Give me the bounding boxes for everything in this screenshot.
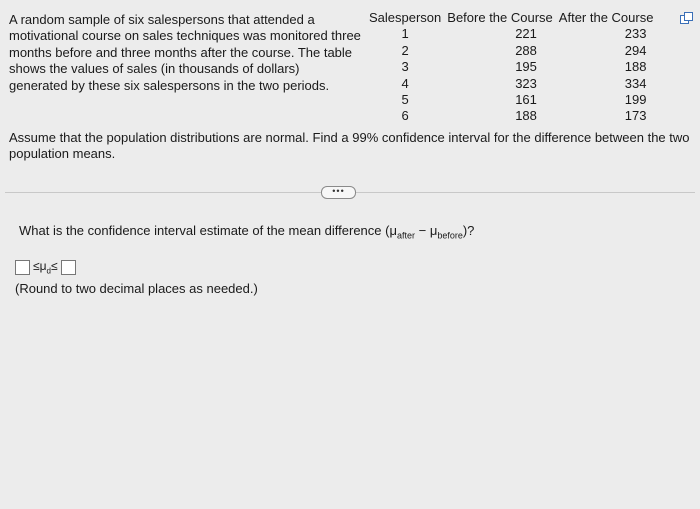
cell-salesperson: 6	[401, 108, 409, 124]
cell-before: 221	[515, 26, 537, 42]
mu-symbol: μ	[389, 223, 397, 238]
mu-symbol: μ	[429, 223, 438, 238]
prompt-text: What is the confidence interval estimate of the mean difference (	[19, 223, 390, 238]
cell-before: 323	[515, 75, 537, 91]
col-header-before: Before the Course	[447, 10, 553, 25]
cell-salesperson: 4	[401, 75, 409, 91]
lower-bound-input[interactable]	[15, 260, 30, 275]
table-row	[366, 108, 656, 124]
interval-inequality: $\le\mu_d\le$	[33, 258, 58, 276]
sales-data-table	[366, 10, 656, 125]
cell-after: 334	[624, 75, 647, 91]
rounding-hint: (Round to two decimal places as needed.)	[15, 281, 258, 296]
table-row	[366, 92, 656, 108]
table-row	[366, 43, 656, 59]
mu-subscript-after: after	[396, 230, 415, 241]
table-header-row	[366, 10, 656, 26]
cell-after: 199	[624, 92, 647, 108]
cell-before: 188	[515, 108, 537, 124]
table-row	[366, 26, 656, 42]
cell-salesperson: 1	[401, 26, 409, 42]
prompt-end: )?	[462, 223, 475, 238]
cell-after: 188	[624, 59, 647, 75]
upper-bound-input[interactable]	[61, 260, 76, 275]
cell-before: 288	[515, 42, 537, 58]
table-row	[366, 76, 656, 92]
cell-after: 173	[624, 108, 647, 124]
answer-prompt	[19, 223, 474, 241]
col-header-salesperson: Salesperson	[369, 10, 442, 25]
cell-salesperson: 3	[401, 59, 409, 75]
col-header-after: After the Course	[558, 10, 654, 25]
problem-question: Assume that the population distributions are normal. Find a 99% confidence interval for the difference between the two population means.	[9, 130, 690, 162]
cell-salesperson: 5	[401, 92, 409, 108]
copy-icon[interactable]	[680, 12, 693, 25]
interval-answer-row	[15, 258, 76, 276]
table-row	[366, 59, 656, 75]
cell-salesperson: 2	[401, 42, 409, 58]
minus-sign: −	[414, 223, 430, 238]
expand-more-button[interactable]: •••	[321, 186, 356, 199]
cell-before: 195	[515, 59, 537, 75]
cell-after: 233	[624, 26, 647, 42]
mu-subscript-before: before	[437, 230, 463, 241]
problem-description: A random sample of six salespersons that attended a motivational course on sales techniques was monitored three months before and three months after the course. The table shows the values of sales (in thousands of dollars) generated by these six salespersons in the two periods.	[9, 12, 361, 93]
cell-after: 294	[624, 42, 647, 58]
cell-before: 161	[515, 92, 537, 108]
